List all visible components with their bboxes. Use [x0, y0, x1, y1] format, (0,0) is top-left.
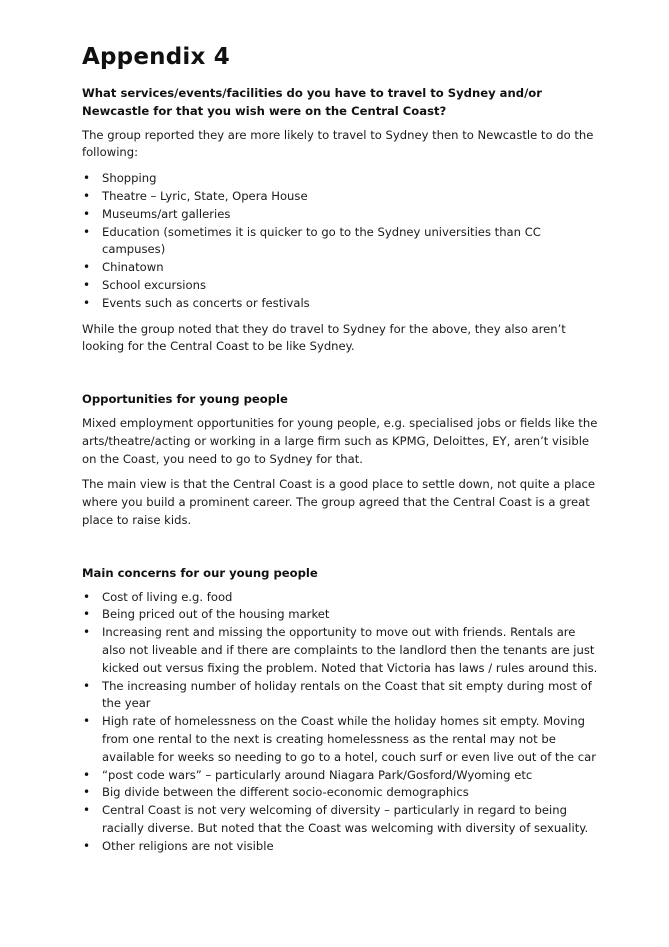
list-item: • Increasing rent and missing the opportunity to move out with friends. Rentals are also not liveable and if there are complaints to the landlord then the tenants are just kicked out versus fixing the problem. Noted that Victoria has laws / rules around this.	[82, 624, 599, 677]
list-item: • Education (sometimes it is quicker to go to the Sydney universities than CC campuses)	[82, 224, 599, 260]
travel-outro: While the group noted that they do travel to Sydney for the above, they also aren’t looking for the Central Coast to be like Sydney.	[82, 321, 566, 354]
concerns-list	[82, 589, 599, 856]
list-item: • Theatre – Lyric, State, Opera House	[82, 188, 599, 206]
opportunities-heading: Opportunities for young people	[82, 392, 288, 407]
opportunities-paragraph: Mixed employment opportunities for young people, e.g. specialised jobs or fields like the arts/theatre/acting or working in a large firm such as KPMG, Deloittes, EY, aren’t visible on the Coast, you need to go to Sydney for that.	[82, 415, 598, 466]
travel-list	[82, 170, 599, 312]
list-item: • Big divide between the different socio-economic demographics	[82, 784, 599, 802]
travel-intro: The group reported they are more likely to travel to Sydney then to Newcastle to do the following:	[82, 127, 594, 160]
list-item: • Cost of living e.g. food	[82, 589, 599, 607]
concerns-heading: Main concerns for our young people	[82, 565, 318, 580]
question-heading: What services/events/facilities do you have to travel to Sydney and/or Newcastle for that you wish were on the Central Coast?	[82, 86, 542, 118]
list-item: • Museums/art galleries	[82, 206, 599, 224]
opportunities-paragraph: The main view is that the Central Coast is a good place to settle down, not quite a place where you build a prominent career. The group agreed that the Central Coast is a great place to raise kids.	[82, 477, 596, 527]
list-item: • High rate of homelessness on the Coast while the holiday homes sit empty. Moving from one rental to the next is creating homelessness as the rental may not be available for weeks so needing to go to a hotel, couch surf or even live out of the car	[82, 713, 599, 766]
section-spacer	[82, 538, 599, 565]
page-title: Appendix 4	[82, 44, 230, 70]
list-item: • The increasing number of holiday rentals on the Coast that sit empty during most of the year	[82, 678, 599, 714]
list-item: • Shopping	[82, 170, 599, 188]
list-item: • “post code wars” – particularly around Niagara Park/Gosford/Wyoming etc	[82, 767, 599, 785]
list-item: • Being priced out of the housing market	[82, 606, 599, 624]
list-item: • Central Coast is not very welcoming of diversity – particularly in regard to being racially diverse. But noted that the Coast was welcoming with diversity of sexuality.	[82, 802, 599, 838]
section-spacer	[82, 364, 599, 391]
list-item: • Events such as concerts or festivals	[82, 295, 599, 313]
list-item: • School excursions	[82, 277, 599, 295]
list-item: • Chinatown	[82, 259, 599, 277]
list-item: • Other religions are not visible	[82, 838, 599, 856]
